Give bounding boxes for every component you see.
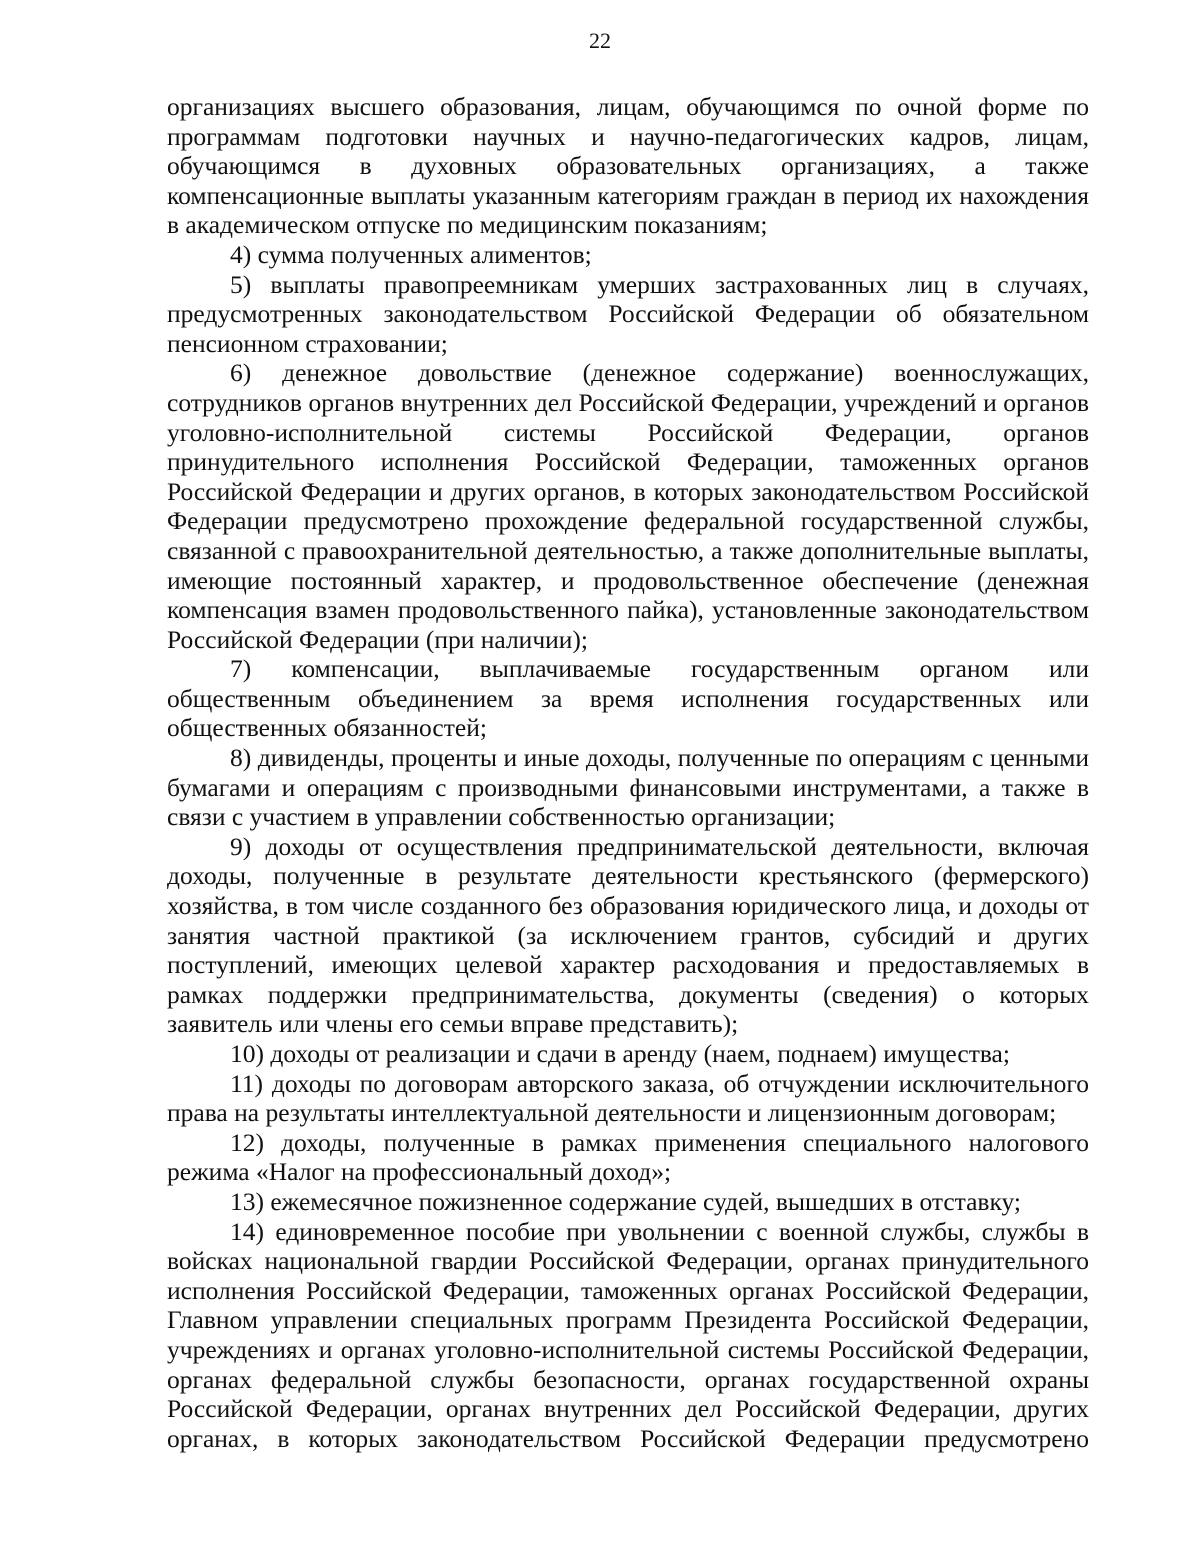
list-item-7: 7) компенсации, выплачиваемые государственным органом или общественным объединением за время исполнения государственных или общественных обязанностей; [167,654,1089,743]
list-item-14: 14) единовременное пособие при увольнении с военной службы, службы в войсках национальной гвардии Российской Федерации, органах принудительного исполнения Российской Федерации, таможенных органах Российской Федерации, Главном управлении специальных программ Президента Российской Федерации, учреждениях и органах уголовно-исполнительной системы Российской Федерации, органах федеральной службы безопасности, органах государственной охраны Российской Федерации, органах внутренних дел Российской Федерации, других органах, в которых законодательством Российской Федерации предусмотрено [167,1216,1089,1453]
list-item-6: 6) денежное довольствие (денежное содержание) военнослужащих, сотрудников органов внутренних дел Российской Федерации, учреждений и органов уголовно-исполнительной системы Российской Федерации, органов принудительного исполнения Российской Федерации, таможенных органов Российской Федерации и других органов, в которых законодательством Российской Федерации предусмотрено прохождение федеральной государственной службы, связанной с правоохранительной деятельностью, а также дополнительные выплаты, имеющие постоянный характер, и продовольственное обеспечение (денежная компенсация взамен продовольственного пайка), установленные законодательством Российской Федерации (при наличии); [167,358,1089,654]
list-item-5: 5) выплаты правопреемникам умерших застрахованных лиц в случаях, предусмотренных законодательством Российской Федерации об обязательном пенсионном страховании; [167,269,1089,358]
list-item-8: 8) дивиденды, проценты и иные доходы, полученные по операциям с ценными бумагами и операциям с производными финансовыми инструментами, а также в связи с участием в управлении собственностью организации; [167,743,1089,832]
document-body [167,92,1089,1453]
list-item-12: 12) доходы, полученные в рамках применения специального налогового режима «Налог на профессиональный доход»; [167,1127,1089,1187]
list-item-10: 10) доходы от реализации и сдачи в аренду (наем, поднаем) имущества; [230,1039,1010,1068]
list-item-11: 11) доходы по договорам авторского заказа, об отчуждении исключительного права на результаты интеллектуальной деятельности и лицензионным договорам; [167,1068,1089,1128]
list-item-9: 9) доходы от осуществления предпринимательской деятельности, включая доходы, полученные в результате деятельности крестьянского (фермерского) хозяйства, в том числе созданного без образования юридического лица, и доходы от занятия частной практикой (за исключением грантов, субсидий и других поступлений, имеющих целевой характер расходования и предоставляемых в рамках поддержки предпринимательства, документы (сведения) о которых заявитель или члены его семьи вправе представить); [167,831,1089,1039]
paragraph-continuation: организациях высшего образования, лицам, обучающимся по очной форме по программам подготовки научных и научно-педагогических кадров, лицам, обучающимся в духовных образовательных организациях, а также компенсационные выплаты указанным категориям граждан в период их нахождения в академическом отпуске по медицинским показаниям; [167,92,1089,240]
list-item-4: 4) сумма полученных алиментов; [230,239,592,269]
list-item-13: 13) ежемесячное пожизненное содержание судей, вышедших в отставку; [230,1186,1021,1216]
page-number: 22 [589,28,611,53]
